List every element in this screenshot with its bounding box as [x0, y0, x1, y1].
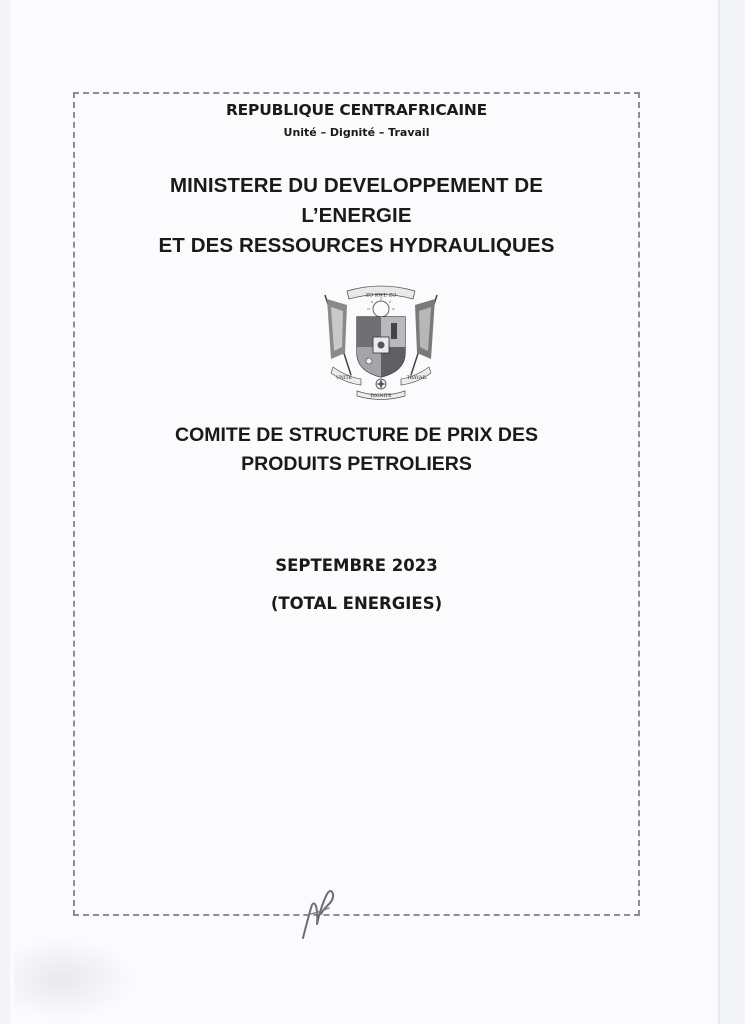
national-motto: Unité – Dignité – Travail — [283, 126, 430, 139]
emblem-banner-right: TRAVAIL — [406, 376, 428, 381]
emblem-banner-bottom: DIGNITE — [370, 394, 392, 399]
emblem-banner-top: ZO KWE ZO — [365, 292, 397, 299]
company-name: (TOTAL ENERGIES) — [270, 594, 443, 613]
ministry-title-line-3: ET DES RESSOURCES HYDRAULIQUES — [158, 234, 555, 257]
handwritten-signature — [297, 884, 341, 940]
committee-title-line-1: COMITE DE STRUCTURE DE PRIX DES — [175, 424, 538, 446]
emblem-banner-left: UNITE — [336, 376, 352, 381]
committee-title-line-2: PRODUITS PETROLIERS — [241, 453, 472, 475]
report-period: SEPTEMBRE 2023 — [275, 556, 438, 575]
ministry-title-line-1: MINISTERE DU DEVELOPPEMENT DE — [169, 174, 544, 197]
coat-of-arms-icon — [317, 283, 445, 401]
country-name: REPUBLIQUE CENTRAFRICAINE — [225, 101, 488, 119]
ministry-title-line-2: L’ENERGIE — [301, 204, 412, 227]
scan-smudge — [14, 938, 134, 1020]
